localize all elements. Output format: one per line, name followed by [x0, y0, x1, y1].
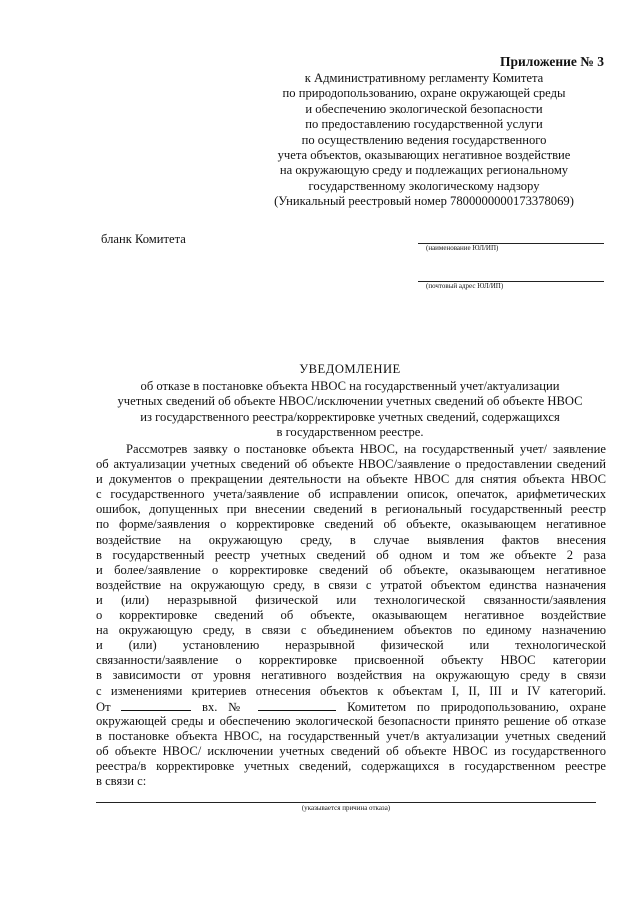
body-line: с государственного учета/заявление об исправлении описок, опечаток, арифметических — [96, 487, 606, 502]
incoming-number-blank — [258, 699, 336, 711]
body-line: по форме/заявления о корректировке сведений об объекте, оказывающем негативное — [96, 517, 606, 532]
body-line: в постановке объекта НВОС, на государственный учет/в актуализации учетных сведений — [96, 728, 606, 743]
body-line: об объекте НВОС/ исключении учетных сведений об объекте НВОС из государственного — [96, 743, 606, 758]
annex-line: учета объектов, оказывающих негативное воздействие — [277, 148, 571, 163]
annex-line: на окружающую среду и подлежащих региональному — [279, 163, 569, 178]
body-line: в зависимости от уровня негативного воздействия на окружающую среду в связи — [96, 668, 606, 683]
annex-line: по природопользованию, охране окружающей среды — [282, 86, 566, 101]
body-line: об актуализации учетных сведений об объекте НВОС/заявление о предоставлении сведений — [96, 457, 606, 472]
from-tail: Комитетом по природопользованию, охране — [347, 699, 607, 714]
body-line: на окружающую среду, в связи с объединением объектов по единому назначению — [96, 623, 606, 638]
recipient-name-field — [418, 243, 604, 253]
annex-line: (Уникальный реестровый номер 7800000000173378069) — [274, 194, 574, 209]
refusal-reason-field — [96, 802, 596, 813]
body-line: воздействие на окружающую среду, в случае выявления фактов внесения — [96, 532, 606, 547]
annex-lines — [244, 71, 604, 210]
body-line: и документов о прекращении деятельности на объекте НВОС для снятия объекта НВОС — [96, 472, 606, 487]
body-line: и (или) неразрывной физической или технологической связанности/заявления — [96, 592, 606, 607]
body-line: воздействие на окружающую среду, в связи с утратой объектом единства назначения — [96, 577, 606, 592]
annex-header — [244, 54, 604, 210]
refusal-reason-caption: (указывается причина отказа) — [301, 804, 391, 812]
notice-heading: УВЕДОМЛЕНИЕ — [299, 362, 401, 376]
annex-title: Приложение № 3 — [500, 54, 604, 69]
annex-line: по осуществлению ведения государственного — [301, 132, 547, 147]
body-line: и (или) установлению неразрывной физической или технологической — [96, 638, 606, 653]
annex-line: к Административному регламенту Комитета — [304, 71, 544, 85]
notice-subtitle-line: учетных сведений об объекте НВОС/исключении учетных сведений об объекте НВОС — [117, 394, 583, 408]
from-date-blank — [121, 699, 191, 711]
notice-body — [96, 442, 606, 789]
body-line: реестра/в корректировке учетных сведений, содержащихся в государственном реестре — [96, 758, 606, 773]
body-line: о корректировке сведений об объекте, оказывающем негативное воздействие — [96, 608, 606, 623]
body-line: связанности/заявление о корректировке присвоенной объекту НВОС категории — [96, 653, 606, 668]
refusal-reason-line — [96, 802, 596, 803]
annex-line: и обеспечению экологической безопасности — [305, 101, 543, 116]
recipient-name-caption: (наименование ЮЛ/ИП) — [426, 244, 499, 252]
incoming-label: вх. № — [202, 699, 248, 714]
annex-line: по предоставлению государственной услуги — [305, 117, 543, 132]
body-line: ошибок, допущенных при внесении сведений в региональный государственный реестр — [96, 502, 606, 517]
body-line: в государственный реестр учетных сведений об одном и том же объекте 2 раза — [96, 547, 606, 562]
recipient-address-caption: (почтовый адрес ЮЛ/ИП) — [426, 282, 504, 290]
body-line: с изменениями критериев отнесения объектов к объектам I, II, III и IV категорий. — [96, 683, 606, 698]
committee-blank-label: бланк Комитета — [101, 232, 186, 246]
body-line: окружающей среды и обеспечению экологической безопасности принято решение об отказе — [96, 713, 606, 728]
body-line: и более/заявление о корректировке сведений об объекте, оказывающем негативное — [96, 562, 606, 577]
from-line — [96, 699, 606, 714]
recipient-address-field — [418, 281, 604, 291]
notice-subtitle-line: из государственного реестра/корректировке учетных сведений, содержащихся — [140, 409, 560, 424]
body-line: Рассмотрев заявку о постановке объекта НВОС, на государственный учет/ заявление — [126, 442, 606, 456]
notice-subtitle-line: об отказе в постановке объекта НВОС на государственный учет/актуализации — [140, 378, 560, 393]
body-line: в связи с: — [96, 774, 147, 789]
notice-title-block — [90, 362, 610, 441]
annex-line: государственному экологическому надзору — [308, 178, 540, 193]
notice-subtitle-line: в государственном реестре. — [276, 425, 424, 439]
from-label: От — [96, 699, 111, 714]
